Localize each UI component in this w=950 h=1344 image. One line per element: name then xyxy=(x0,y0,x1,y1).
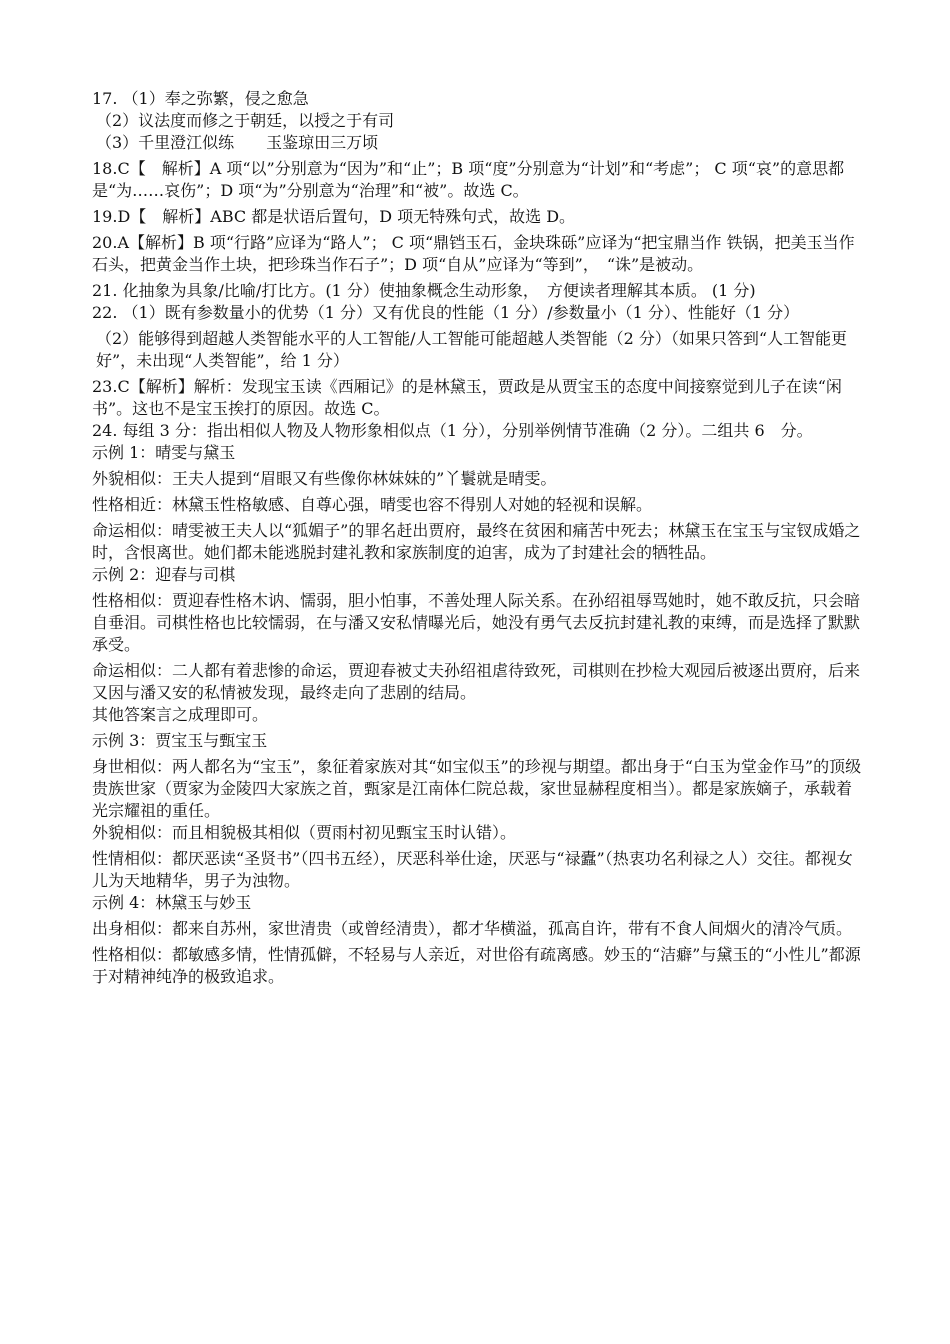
answer-22-part2: （2）能够得到超越人类智能水平的人工智能/人工智能可能超越人类智能（2 分）（如果只答到“人工智能更好”，未出现“人类智能”，给 1 分） xyxy=(96,329,848,370)
answer-23: 23.C【解析】解析：发现宝玉读《西厢记》的是林黛玉，贾政是从贾宝玉的态度中间接察觉到儿子在读“闲书”。这也不是宝玉挨打的原因。故选 C。 xyxy=(92,377,842,418)
answer-18: 18.C【 解析】A 项“以”分别意为“因为”和“止”；B 项“度”分别意为“计划”和“考虑”； C 项“哀”的意思都是“为……哀伤”；D 项“为”分别意为“治理”和“被”。故选 C。 xyxy=(92,159,845,200)
other-answers-note: 其他答案言之成理即可。 xyxy=(92,705,269,724)
example-1-fate: 命运相似：晴雯被王夫人以“狐媚子”的罪名赶出贾府，最终在贫困和痛苦中死去；林黛玉在宝玉与宝钗成婚之时，含恨离世。她们都未能逃脱封建礼教和家族制度的迫害，成为了封建社会的牺牲品。 xyxy=(92,521,861,562)
answer-20: 20.A【解析】B 项“行路”应译为“路人”； C 项“鼎铛玉石，金块珠砾”应译为“把宝鼎当作 铁锅，把美玉当作石头，把黄金当作土块，把珍珠当作石子”；D 项“自从”应译为“等到”， “诛”是被动。 xyxy=(92,233,855,274)
example-3-temperament: 性情相似：都厌恶读“圣贤书”（四书五经），厌恶科举仕途，厌恶与“禄蠹”（热衷功名利禄之人）交往。都视女儿为天地精华，男子为浊物。 xyxy=(92,849,853,890)
example-3-title: 示例 3：贾宝玉与甄宝玉 xyxy=(92,731,268,750)
example-2-personality: 性格相似：贾迎春性格木讷、懦弱，胆小怕事，不善处理人际关系。在孙绍祖辱骂她时，她不敢反抗，只会暗自垂泪。司棋性格也比较懦弱，在与潘又安私情曝光后，她没有勇气去反抗封建礼教的束缚，而是选择了默默承受。 xyxy=(92,591,861,654)
answer-24-scoring: 24. 每组 3 分：指出相似人物及人物形象相似点（1 分），分别举例情节准确（2 分）。二组共 6 分。 xyxy=(92,421,813,440)
answer-19: 19.D【 解析】ABC 都是状语后置句，D 项无特殊句式，故选 D。 xyxy=(92,207,576,226)
answer-17-part2: （2）议法度而修之于朝廷，以授之于有司 xyxy=(96,111,395,130)
example-1-personality: 性格相近：林黛玉性格敏感、自尊心强，晴雯也容不得别人对她的轻视和误解。 xyxy=(92,495,653,514)
example-4-personality: 性格相似：都敏感多情，性情孤僻，不轻易与人亲近，对世俗有疏离感。妙玉的“洁癖”与黛玉的“小性儿”都源于对精神纯净的极致追求。 xyxy=(92,945,861,986)
example-4-background: 出身相似：都来自苏州，家世清贵（或曾经清贵），都才华横溢，孤高自许，带有不食人间烟火的清冷气质。 xyxy=(92,919,853,938)
example-1-appearance: 外貌相似：王夫人提到“眉眼又有些像你林妹妹的”丫鬟就是晴雯。 xyxy=(92,469,557,488)
example-1-title: 示例 1：晴雯与黛玉 xyxy=(92,443,236,462)
example-3-background: 身世相似：两人都名为“宝玉”，象征着家族对其“如宝似玉”的珍视与期望。都出身于“白玉为堂金作马”的顶级贵族世家（贾家为金陵四大家族之首，甄家是江南体仁院总裁，家世显赫程度相当）。都是家族嫡子，承载着光宗耀祖的重任。 xyxy=(92,757,862,820)
example-2-fate: 命运相似：二人都有着悲惨的命运，贾迎春被丈夫孙绍祖虐待致死，司棋则在抄检大观园后被逐出贾府，后来又因与潘又安的私情被发现，最终走向了悲剧的结局。 xyxy=(92,661,861,702)
example-3-appearance: 外貌相似：而且相貌极其相似（贾雨村初见甄宝玉时认错）。 xyxy=(92,823,517,842)
answer-sheet-page xyxy=(92,88,864,988)
example-2-title: 示例 2：迎春与司棋 xyxy=(92,565,236,584)
answer-17-part3: （3）千里澄江似练 玉鉴琼田三万顷 xyxy=(96,133,379,152)
answer-17-part1: 17. （1）奉之弥繁，侵之愈急 xyxy=(92,89,309,108)
answer-21: 21. 化抽象为具象/比喻/打比方。(1 分）使抽象概念生动形象， 方便读者理解其本质。 (1 分) xyxy=(92,281,756,300)
answer-22-part1: 22. （1）既有参数量小的优势（1 分）又有优良的性能（1 分）/参数量小（1 分）、性能好（1 分） xyxy=(92,303,800,322)
example-4-title: 示例 4：林黛玉与妙玉 xyxy=(92,893,252,912)
